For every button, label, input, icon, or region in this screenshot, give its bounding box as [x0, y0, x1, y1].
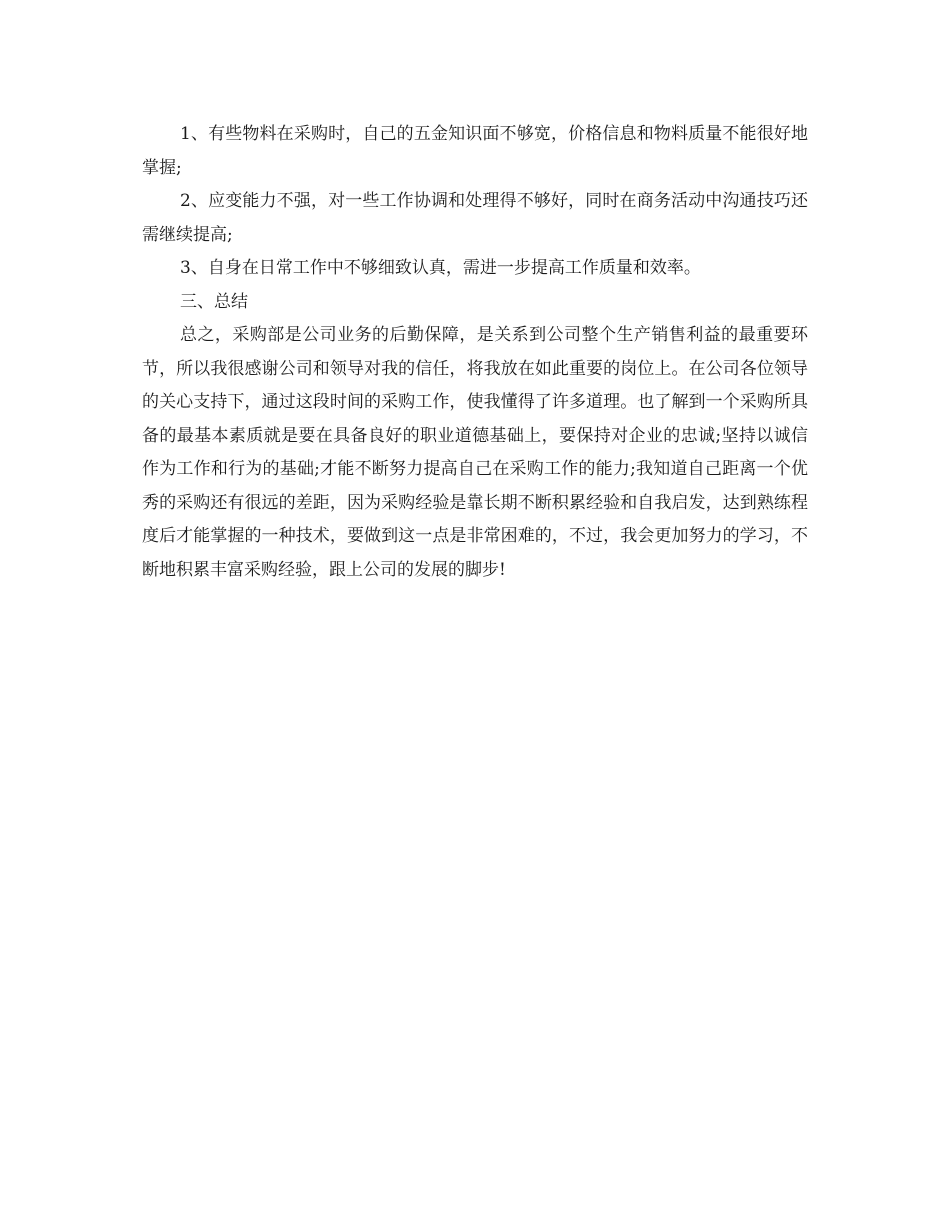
- section-heading: 三、总结: [180, 291, 248, 312]
- paragraph-item-2: 2、应变能力不强，对一些工作协调和处理得不够好，同时在商务活动中沟通技巧还需继续提高;: [142, 191, 808, 245]
- document-body: [142, 118, 808, 587]
- paragraph-item-3: 3、自身在日常工作中不够细致认真，需进一步提高工作质量和效率。: [180, 258, 701, 278]
- summary-paragraph: 总之，采购部是公司业务的后勤保障，是关系到公司整个生产销售利益的最重要环节，所以我很感谢公司和领导对我的信任，将我放在如此重要的岗位上。在公司各位领导的关心支持下，通过这段时间的采购工作，使我懂得了许多道理。也了解到一个采购所具备的最基本素质就是要在具备良好的职业道德基础上，要保持对企业的忠诚;坚持以诚信作为工作和行为的基础;才能不断努力提高自己在采购工作的能力;我知道自己距离一个优秀的采购还有很远的差距，因为采购经验是靠长期不断积累经验和自我启发，达到熟练程度后才能掌握的一种技术，要做到这一点是非常困难的，不过，我会更加努力的学习，不断地积累丰富采购经验，跟上公司的发展的脚步!: [142, 325, 808, 580]
- paragraph-item-1: 1、有些物料在采购时，自己的五金知识面不够宽，价格信息和物料质量不能很好地掌握;: [142, 124, 808, 178]
